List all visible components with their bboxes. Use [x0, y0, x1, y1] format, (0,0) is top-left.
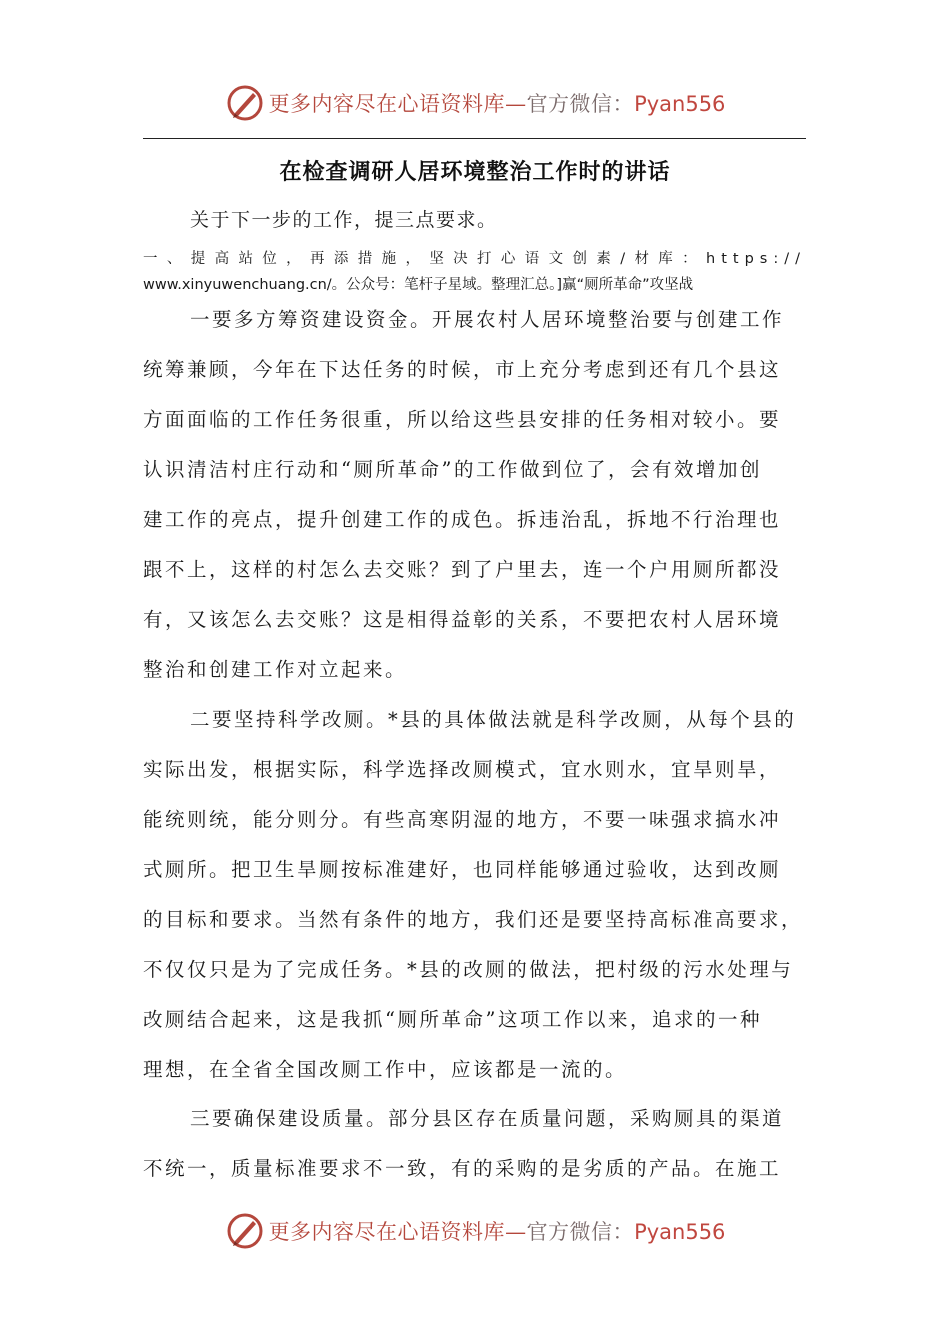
text-line: 能统则统，能分则分。有些高寒阴湿的地方，不要一味强求搞水冲: [143, 808, 782, 831]
section-heading: [143, 246, 806, 298]
text-line: 认识清洁村庄行动和“厕所革命”的工作做到位了，会有效增加创: [143, 458, 762, 481]
pen-logo-icon: [225, 1211, 265, 1251]
intro-text: 关于下一步的工作，提三点要求。: [190, 209, 498, 231]
text-line: 不仅仅只是为了完成任务。*县的改厕的做法，把村级的污水处理与: [143, 958, 794, 981]
text-line: 三要确保建设质量。部分县区存在质量问题，采购厕具的渠道: [190, 1107, 785, 1130]
header-divider: [143, 138, 806, 139]
text-line: 统筹兼顾，今年在下达任务的时候，市上充分考虑到还有几个县这: [143, 358, 782, 381]
header-watermark-banner: [0, 80, 950, 126]
text-line: 的目标和要求。当然有条件的地方，我们还是要坚持高标准高要求，: [143, 908, 804, 931]
text-line: 改厕结合起来，这是我抓“厕所革命”这项工作以来，追求的一种: [143, 1008, 762, 1031]
text-line: 整治和创建工作对立起来。: [143, 658, 408, 681]
section-heading-line: www.xinyuwenchuang.cn/。公众号：笔杆子星域。整理汇总。]赢“厕所革命”攻坚战: [143, 277, 694, 293]
banner-text: 更多内容尽在心语资料库—官方微信：Pyan556: [268, 1220, 726, 1244]
banner-text: 更多内容尽在心语资料库—官方微信：Pyan556: [268, 92, 726, 116]
paragraph-1: [143, 305, 806, 705]
text-line: 不统一，质量标准要求不一致，有的采购的是劣质的产品。在施工: [143, 1157, 782, 1180]
text-line: 方面面临的工作任务很重，所以给这些县安排的任务相对较小。要: [143, 408, 782, 431]
text-line: 式厕所。把卫生旱厕按标准建好，也同样能够通过验收，达到改厕: [143, 858, 782, 881]
paragraph-2: [143, 705, 806, 1105]
text-line: 有，又该怎么去交账？这是相得益彰的关系，不要把农村人居环境: [143, 608, 782, 631]
text-line: 建工作的亮点，提升创建工作的成色。拆违治乱，拆地不行治理也: [143, 508, 782, 531]
pen-logo-icon: [225, 83, 265, 123]
paragraph-3: [143, 1104, 806, 1204]
text-line: 跟不上，这样的村怎么去交账？到了户里去，连一个户用厕所都没: [143, 558, 782, 581]
section-heading-line: 一、提高站位，再添措施，坚决打心语文创素/材库：https://: [143, 251, 806, 267]
text-line: 一要多方筹资建设资金。开展农村人居环境整治要与创建工作: [190, 308, 785, 331]
text-line: 理想，在全省全国改厕工作中，应该都是一流的。: [143, 1058, 628, 1081]
footer-watermark-banner: [0, 1208, 950, 1254]
page-title: 在检查调研人居环境整治工作时的讲话: [279, 160, 671, 185]
text-line: 实际出发，根据实际，科学选择改厕模式，宜水则水，宜旱则旱，: [143, 758, 782, 781]
text-line: 二要坚持科学改厕。*县的具体做法就是科学改厕，从每个县的: [190, 708, 797, 731]
